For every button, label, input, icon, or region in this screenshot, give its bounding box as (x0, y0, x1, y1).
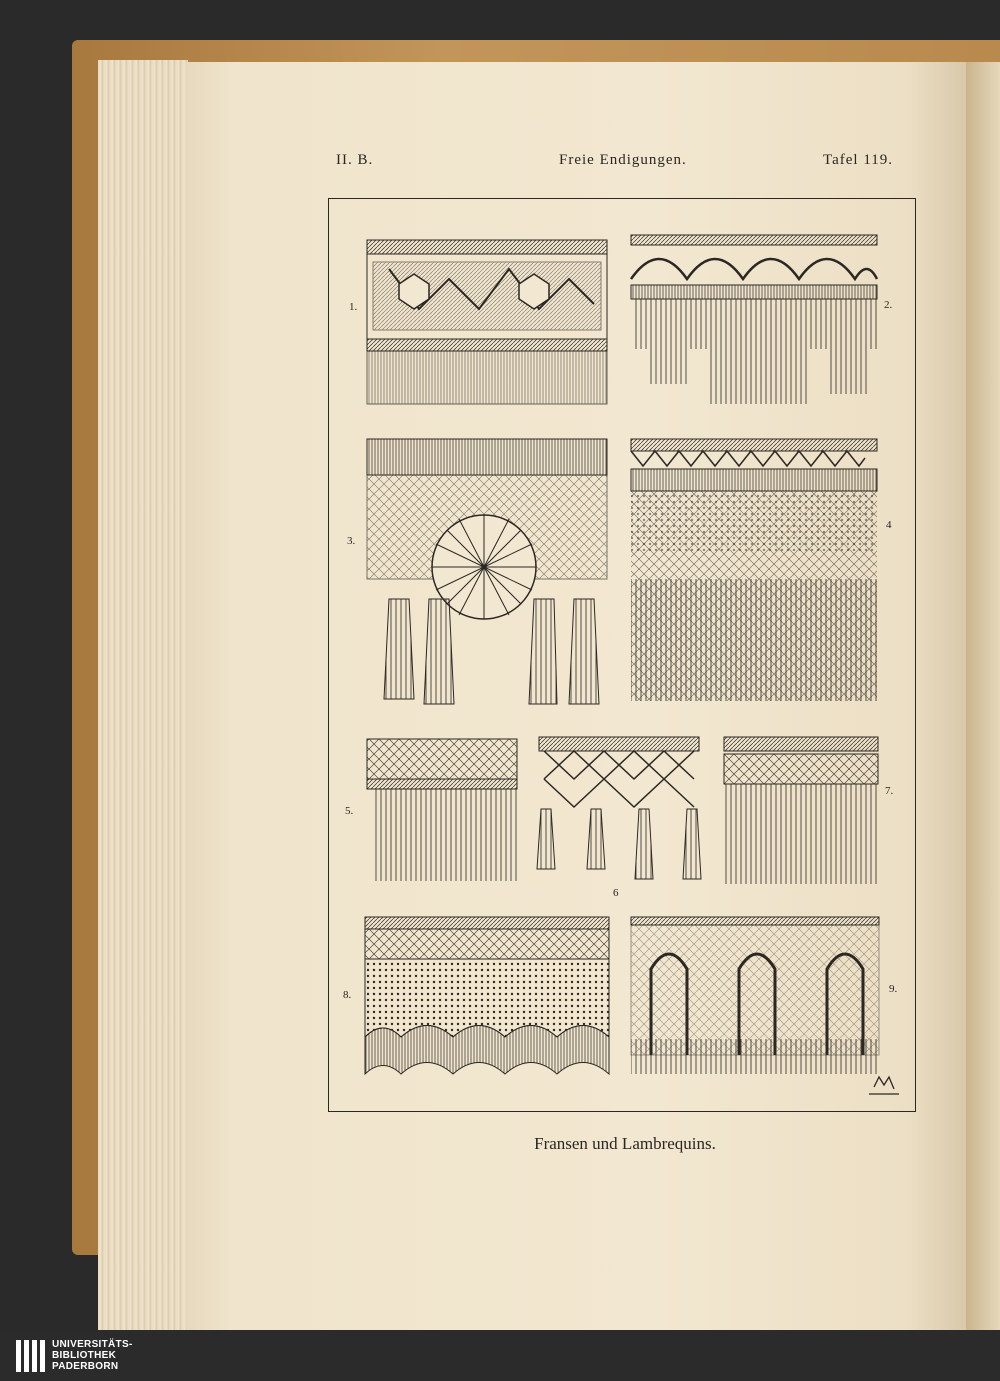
library-name-line-1: UNIVERSITÄTS- (52, 1339, 133, 1350)
figure-label-7: 7. (885, 785, 894, 797)
figure-9 (631, 917, 899, 1094)
plate-caption (0, 1134, 1000, 1154)
plate-frame (328, 198, 916, 1112)
library-name (52, 1339, 133, 1372)
figure-1 (367, 240, 607, 404)
figure-label-1: 1. (349, 301, 358, 313)
figure-label-8: 8. (343, 989, 352, 1001)
library-name-line-3: PADERBORN (52, 1361, 119, 1372)
figure-5 (367, 739, 517, 881)
caption-text: Fransen und Lambrequins. (534, 1134, 716, 1153)
figure-label-4: 4 (886, 519, 892, 531)
figure-6 (537, 737, 701, 879)
figure-7 (724, 737, 878, 884)
figure-label-5: 5. (345, 805, 354, 817)
figure-label-6: 6 (613, 887, 619, 899)
figure-label-9: 9. (889, 983, 898, 995)
plate-illustration (329, 199, 914, 1110)
figure-label-3: 3. (347, 535, 356, 547)
header-section: II. B. (336, 152, 374, 168)
header-title: Freie Endigungen. (559, 152, 687, 168)
monogram-icon (869, 1077, 899, 1094)
header-plate-number: Tafel 119. (823, 152, 894, 168)
figure-8 (365, 917, 609, 1074)
figure-2 (631, 235, 877, 404)
library-footer (0, 1330, 1000, 1381)
library-logo-icon (16, 1340, 46, 1372)
figure-label-2: 2. (884, 299, 893, 311)
figure-3 (367, 439, 607, 704)
figure-4 (631, 439, 877, 701)
library-name-line-2: BIBLIOTHEK (52, 1350, 117, 1361)
